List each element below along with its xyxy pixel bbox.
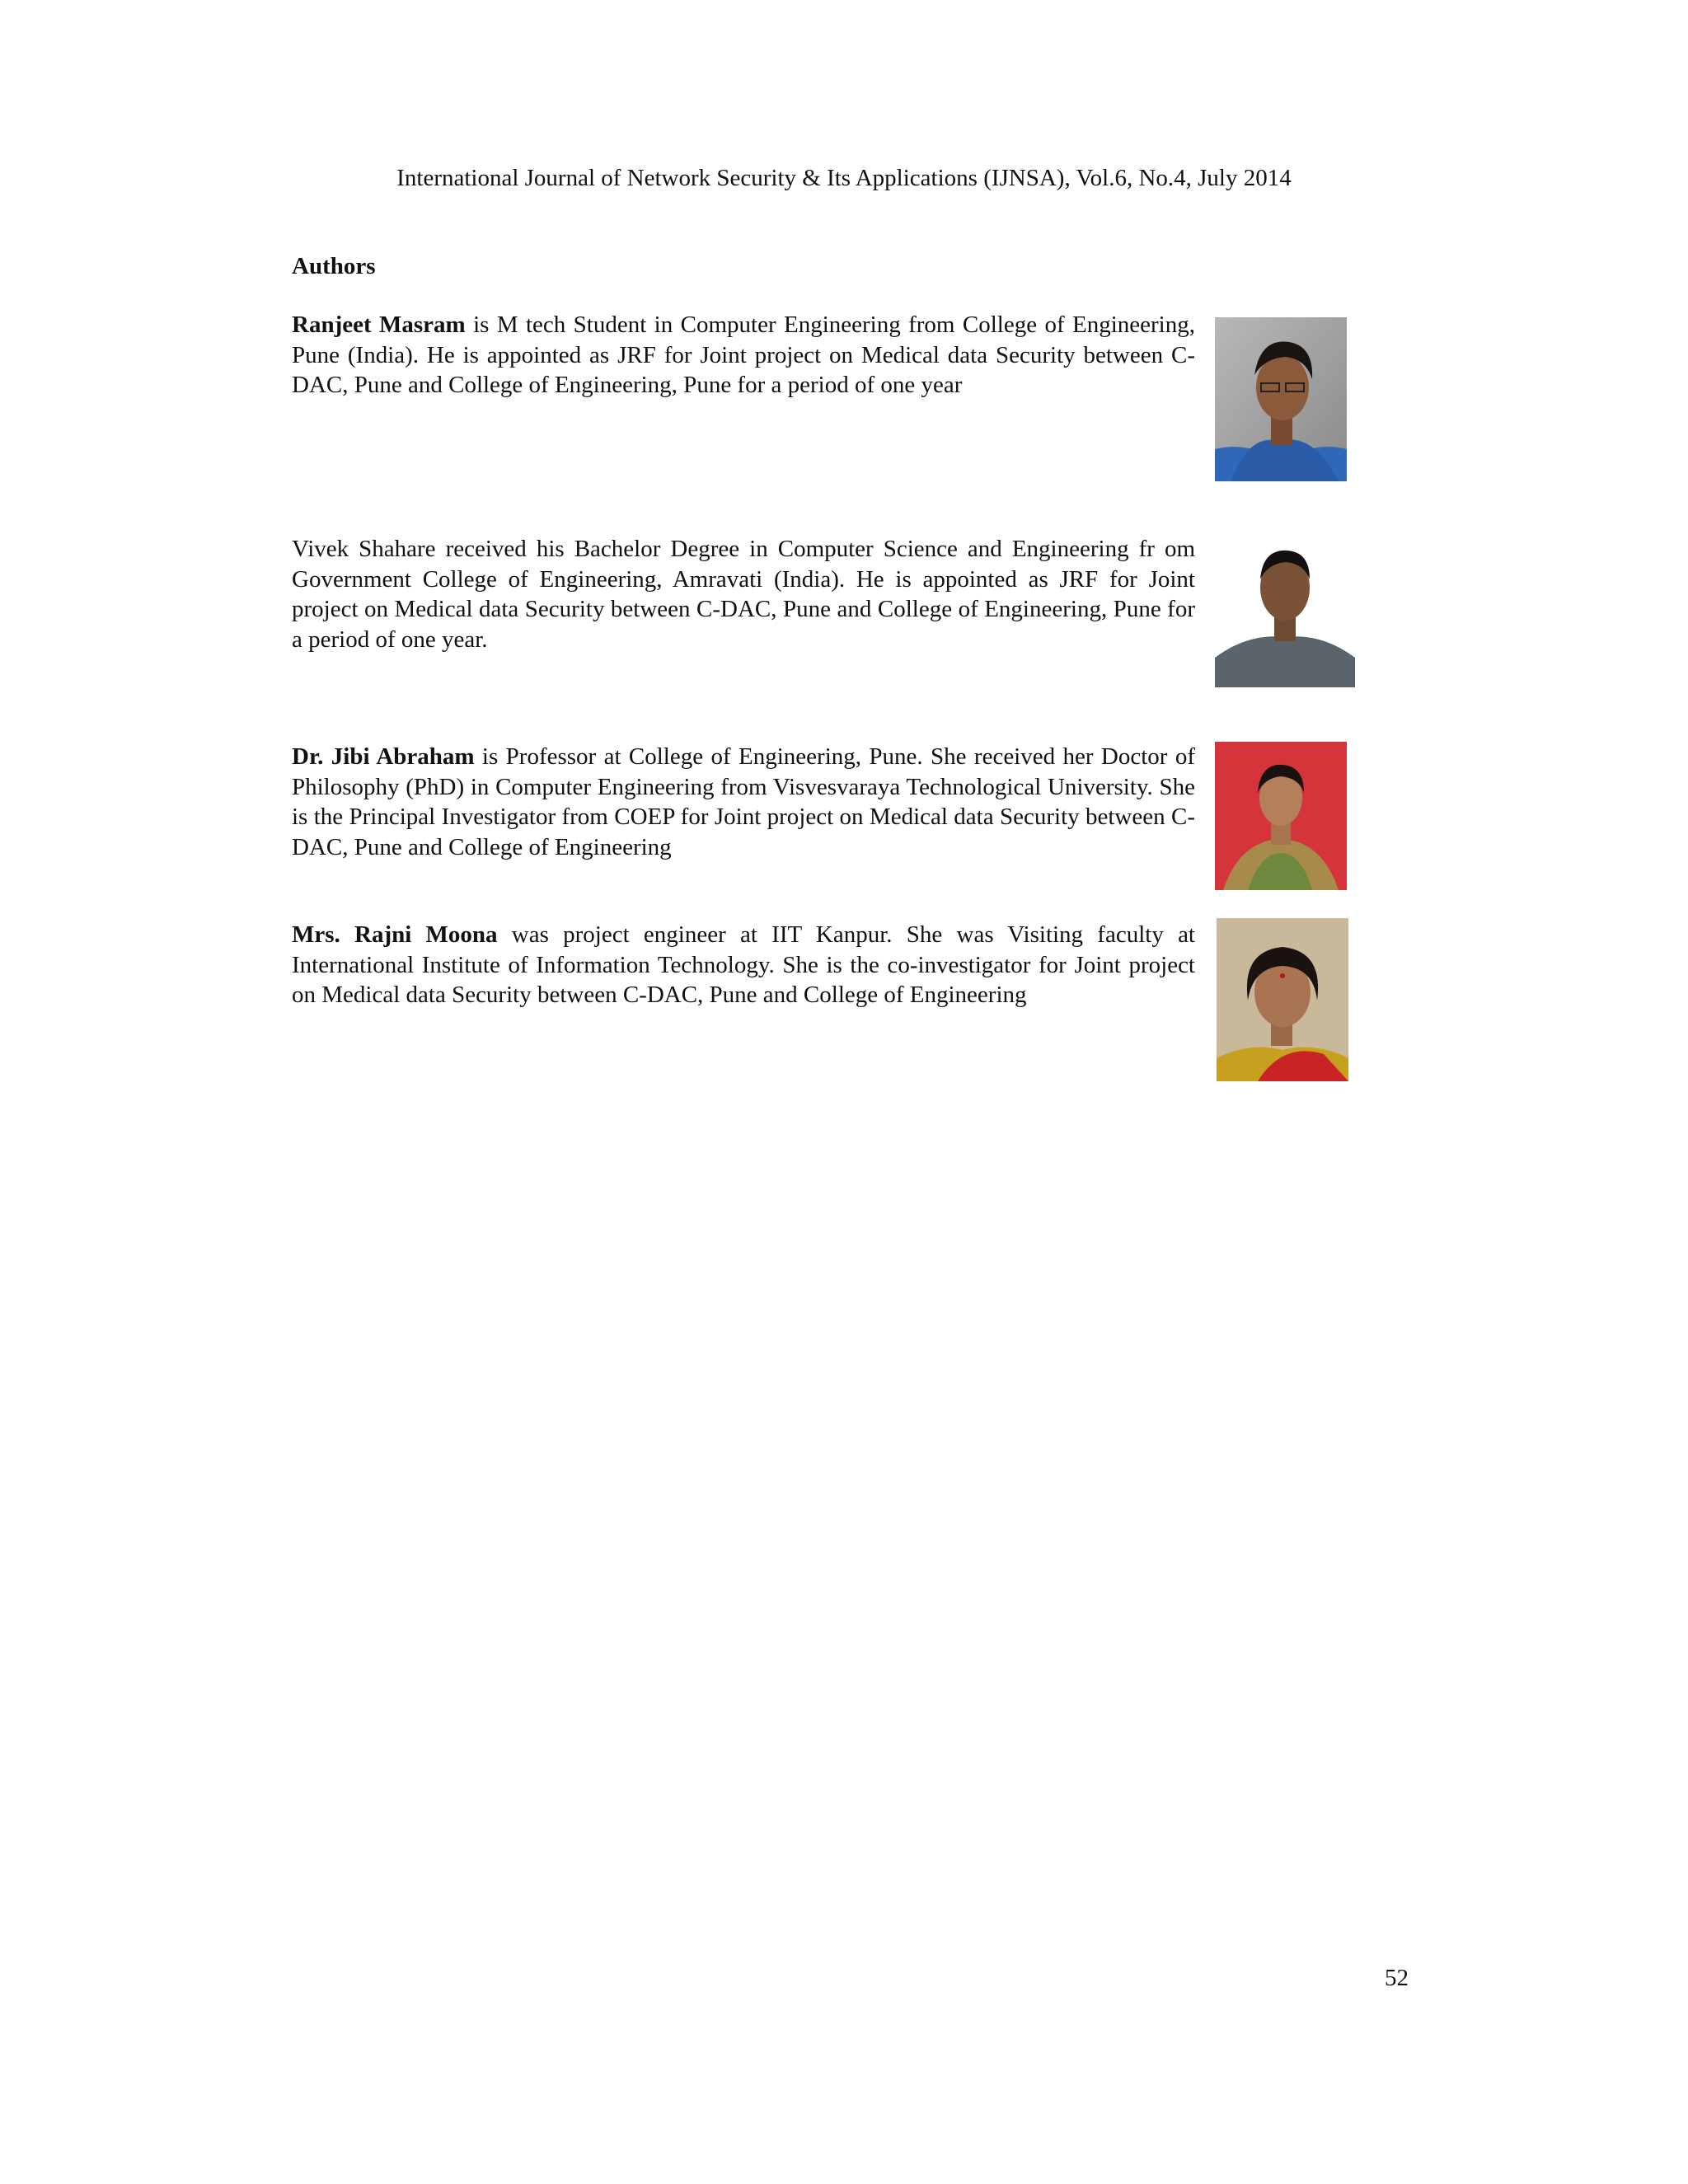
- author-bio-2: [292, 534, 1195, 654]
- author-bio-text-4: was project engineer at IIT Kanpur. She was Visiting faculty at International Institute of Information Technology. She is the co-investigator for Joint project on Medical data Security between C-DAC, Pune and College of Engineering: [292, 921, 1195, 1008]
- author-photo-4: [1217, 918, 1348, 1081]
- author-bio-text-2: received his Bachelor Degree in Computer Science and Engineering fr om Government College of Engineering, Amravati (India). He is appointed as JRF for Joint project on Medical data Security between C-DAC, Pune and College of Engineering, Pune for a period of one year.: [292, 536, 1195, 653]
- portrait-image-icon: [1215, 742, 1347, 890]
- portrait-image-icon: [1215, 534, 1355, 687]
- author-bio-3: [292, 742, 1195, 862]
- author-name-4: Mrs. Rajni Moona: [292, 921, 498, 948]
- section-title-authors: Authors: [292, 253, 376, 279]
- author-name-2: Vivek Shahare: [292, 536, 436, 562]
- author-bio-1: [292, 310, 1195, 401]
- running-header: International Journal of Network Security & Its Applications (IJNSA), Vol.6, No.4, July 2014: [396, 165, 1292, 191]
- author-name-1: Ranjeet Masram: [292, 312, 466, 338]
- author-photo-2: [1215, 534, 1355, 687]
- portrait-image-icon: [1217, 918, 1348, 1081]
- page-number: 52: [1385, 1965, 1409, 1991]
- portrait-image-icon: [1215, 317, 1347, 481]
- author-bio-text-1: is M tech Student in Computer Engineering from College of Engineering, Pune (India). He is appointed as JRF for Joint project on Medical data Security between C-DAC, Pune and College of Engineering, Pune for a period of one year: [292, 312, 1195, 398]
- author-photo-3: [1215, 742, 1347, 890]
- author-name-3: Dr. Jibi Abraham: [292, 743, 475, 770]
- author-bio-4: [292, 920, 1195, 1010]
- author-photo-1: [1215, 317, 1347, 481]
- author-bio-text-3: is Professor at College of Engineering, Pune. She received her Doctor of Philosophy (PhD) in Computer Engineering from Visvesvaraya Technological University. She is the Principal Investigator from COEP for Joint project on Medical data Security between C-DAC, Pune and College of Engineering: [292, 743, 1195, 860]
